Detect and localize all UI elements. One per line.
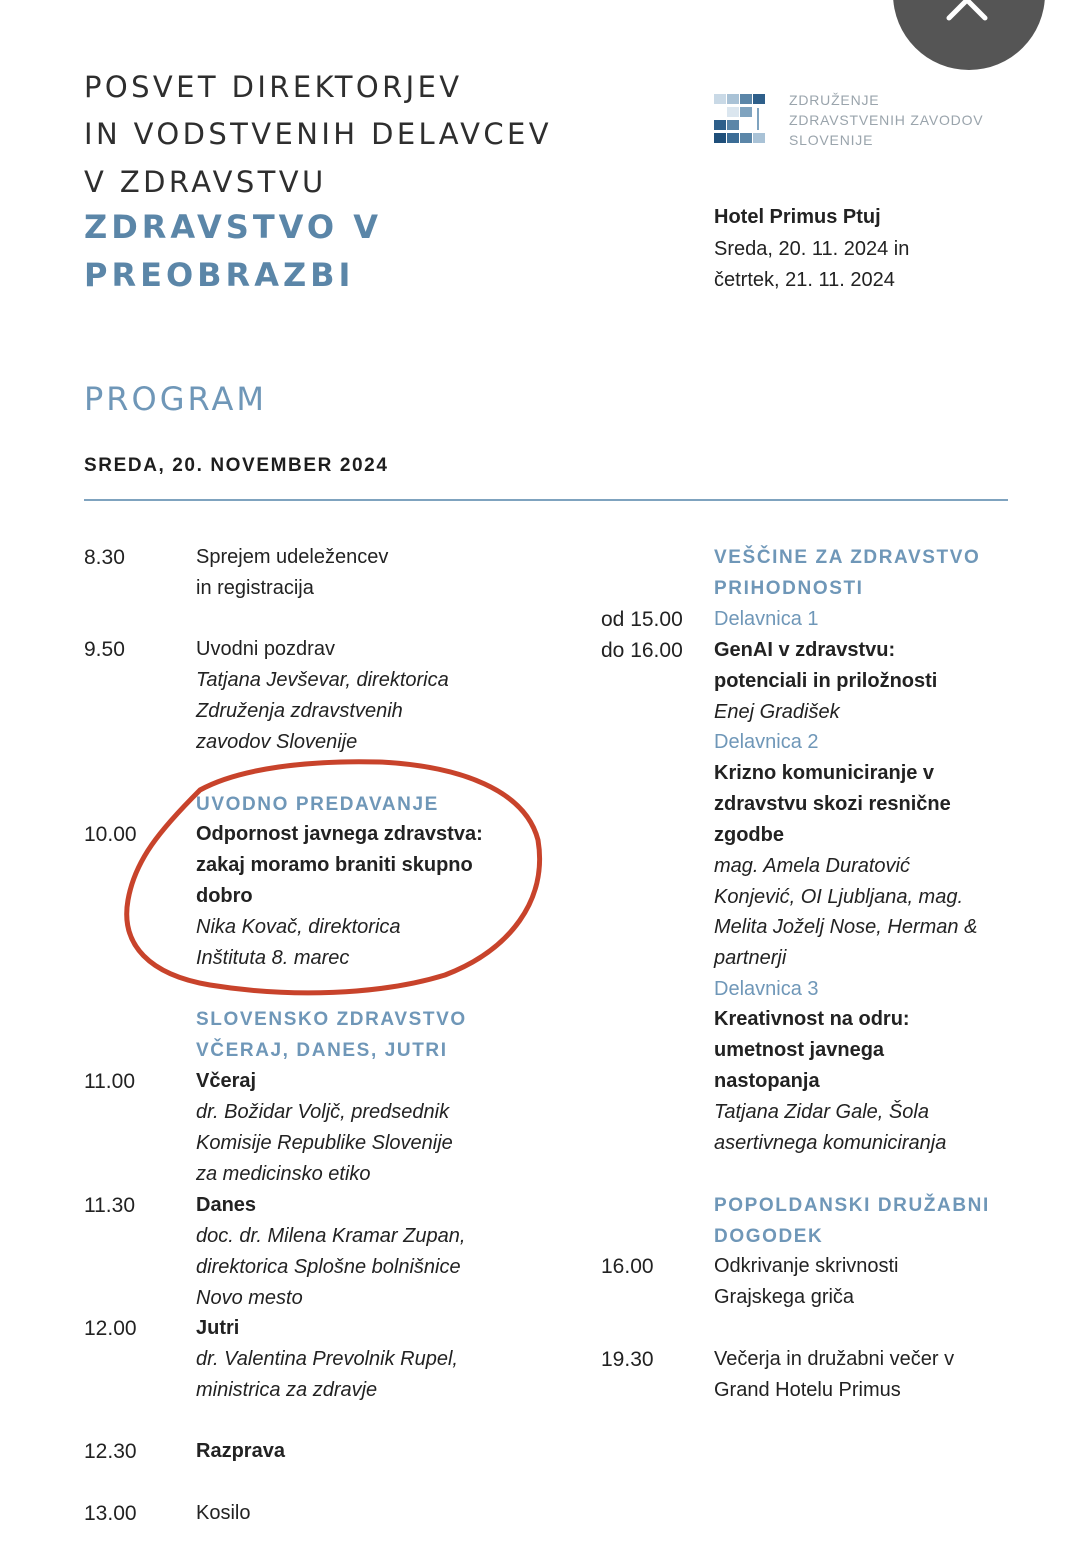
event-text: Grajskega griča: [714, 1286, 855, 1308]
title-line-3: V ZDRAVSTVU: [84, 165, 327, 199]
speaker: doc. dr. Milena Kramar Zupan,: [196, 1225, 466, 1247]
time-1230: 12.30: [84, 1440, 137, 1463]
time-from: od 15.00: [601, 608, 683, 631]
workshop-title: zgodbe: [714, 824, 784, 846]
speaker: zavodov Slovenije: [196, 731, 358, 753]
close-icon: [943, 0, 995, 52]
time-1130: 11.30: [84, 1194, 135, 1217]
time-to: do 16.00: [601, 639, 683, 662]
speaker: mag. Amela Duratović: [714, 855, 910, 877]
section-label: VEŠČINE ZA ZDRAVSTVO: [714, 547, 981, 568]
session-title: dobro: [196, 885, 253, 907]
title-line-1: POSVET DIREKTORJEV: [84, 70, 463, 104]
venue-date-2: četrtek, 21. 11. 2024: [714, 269, 895, 291]
section-label: VČERAJ, DANES, JUTRI: [196, 1040, 448, 1061]
speaker: dr. Božidar Voljč, predsednik: [196, 1101, 450, 1123]
speaker: Združenja zdravstvenih: [196, 700, 403, 722]
speaker: Komisije Republike Slovenije: [196, 1132, 453, 1154]
event-text: Odkrivanje skrivnosti: [714, 1255, 899, 1277]
speaker: Konjević, OI Ljubljana, mag.: [714, 886, 964, 908]
section-label: PRIHODNOSTI: [714, 578, 864, 599]
session-title: Kosilo: [196, 1502, 251, 1524]
venue-date-1: Sreda, 20. 11. 2024 in: [714, 238, 910, 260]
time-1100: 11.00: [84, 1070, 135, 1093]
time-1930: 19.30: [601, 1348, 654, 1371]
time-1200: 12.00: [84, 1317, 137, 1340]
event-text: Večerja in družabni večer v: [714, 1348, 955, 1370]
workshop-title: zdravstvu skozi resnične: [714, 793, 951, 815]
workshop-label: Delavnica 2: [714, 731, 819, 753]
time-1000: 10.00: [84, 823, 137, 846]
workshop-label: Delavnica 3: [714, 978, 819, 1000]
org-name-line-2: ZDRAVSTVENIH ZAVODOV: [789, 112, 984, 128]
subtitle-line-2: PREOBRAZBI: [84, 256, 355, 294]
program-day: SREDA, 20. NOVEMBER 2024: [84, 455, 389, 476]
venue-hotel: Hotel Primus Ptuj: [714, 206, 881, 228]
session-title: Jutri: [196, 1317, 240, 1339]
workshop-title: Krizno komuniciranje v: [714, 762, 935, 784]
time-950: 9.50: [84, 638, 125, 661]
event-text: Grand Hotelu Primus: [714, 1379, 901, 1401]
subtitle-line-1: ZDRAVSTVO V: [84, 208, 382, 246]
section-label: POPOLDANSKI DRUŽABNI: [714, 1195, 990, 1216]
time-1300: 13.00: [84, 1502, 137, 1525]
session-title: Danes: [196, 1194, 257, 1216]
speaker: Enej Gradišek: [714, 701, 840, 723]
speaker: za medicinsko etiko: [196, 1163, 371, 1185]
workshop-title: nastopanja: [714, 1070, 820, 1092]
time-1600: 16.00: [601, 1255, 654, 1278]
speaker: Melita Joželj Nose, Herman &: [714, 916, 978, 938]
session-title: Odpornost javnega zdravstva:: [196, 823, 483, 845]
speaker: asertivnega komuniciranja: [714, 1132, 947, 1154]
speaker: direktorica Splošne bolnišnice: [196, 1256, 461, 1278]
session-title: Včeraj: [196, 1070, 257, 1092]
program-heading: PROGRAM: [84, 380, 267, 418]
speaker: Tatjana Zidar Gale, Šola: [714, 1101, 929, 1123]
speaker: ministrica za zdravje: [196, 1379, 378, 1401]
speaker: dr. Valentina Prevolnik Rupel,: [196, 1348, 458, 1370]
workshop-title: GenAI v zdravstvu:: [714, 639, 896, 661]
title-line-2: IN VODSTVENIH DELAVCEV: [84, 117, 553, 151]
session-title: Uvodni pozdrav: [196, 638, 335, 660]
workshop-title: Kreativnost na odru:: [714, 1008, 910, 1030]
time-830: 8.30: [84, 546, 125, 569]
session-text: Sprejem udeležencev: [196, 546, 389, 568]
session-title: zakaj moramo braniti skupno: [196, 854, 473, 876]
workshop-title: potenciali in priložnosti: [714, 670, 938, 692]
speaker: Novo mesto: [196, 1287, 303, 1309]
session-text: in registracija: [196, 577, 314, 599]
association-logo-icon: [714, 94, 768, 146]
divider: [84, 499, 1008, 501]
org-name-line-1: ZDRUŽENJE: [789, 92, 880, 108]
section-label: SLOVENSKO ZDRAVSTVO: [196, 1009, 467, 1030]
speaker: Inštituta 8. marec: [196, 947, 350, 969]
speaker: partnerji: [714, 947, 787, 969]
close-button[interactable]: [893, 0, 1045, 70]
workshop-label: Delavnica 1: [714, 608, 819, 630]
section-label: UVODNO PREDAVANJE: [196, 794, 439, 815]
org-name-line-3: SLOVENIJE: [789, 132, 874, 148]
session-title: Razprava: [196, 1440, 285, 1462]
speaker: Nika Kovač, direktorica: [196, 916, 401, 938]
section-label: DOGODEK: [714, 1226, 824, 1247]
workshop-title: umetnost javnega: [714, 1039, 885, 1061]
speaker: Tatjana Jevševar, direktorica: [196, 669, 449, 691]
